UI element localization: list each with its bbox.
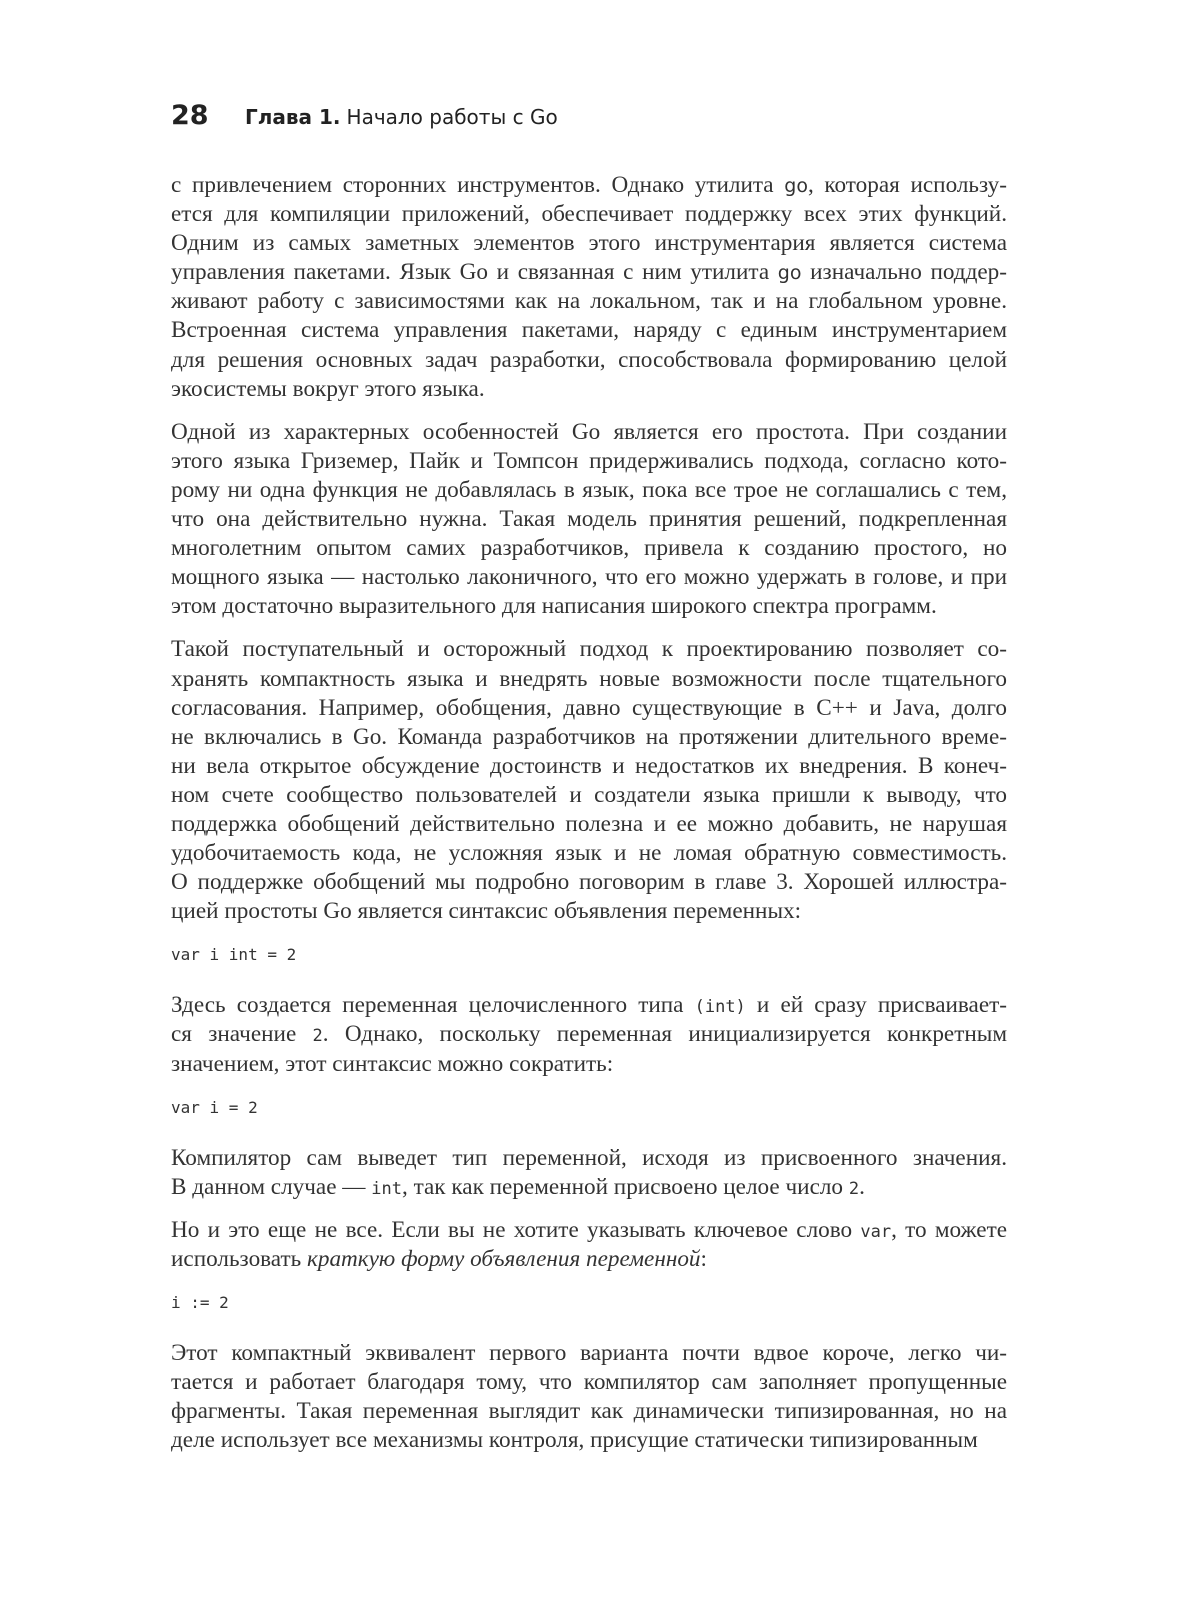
text-line: не включались в Go. Команда разработчиков на протяжении длительного време- bbox=[171, 723, 1007, 750]
paragraph bbox=[171, 635, 1007, 926]
text-line: управления пакетами. Язык Go и связанная с ним утилита go изначально поддер- bbox=[171, 259, 1007, 286]
text-line: значением, этот синтаксис можно сократить: bbox=[171, 1050, 614, 1077]
text-line: ни вела открытое обсуждение достоинств и недостатков их внедрения. В конеч- bbox=[171, 752, 1007, 779]
text-line: согласования. Например, обобщения, давно существующие в C++ и Java, долго bbox=[171, 694, 1007, 721]
page-number: 28 bbox=[171, 100, 209, 131]
paragraph bbox=[171, 991, 1007, 1078]
text-line: деле использует все механизмы контроля, присущие статически типизированным bbox=[171, 1427, 978, 1454]
text-line: для решения основных задач разработки, способствовала формированию целой bbox=[171, 346, 1007, 373]
paragraph bbox=[171, 1216, 1007, 1274]
text-line: этом достаточно выразительного для написания широкого спектра программ. bbox=[171, 593, 937, 620]
inline-code: go bbox=[784, 175, 808, 197]
paragraph bbox=[171, 418, 1007, 622]
paragraph bbox=[171, 1144, 1007, 1202]
inline-code: 2 bbox=[848, 1178, 860, 1199]
text-line: использовать краткую форму объявления переменной: bbox=[171, 1245, 707, 1272]
text-line: этого языка Гриземер, Пайк и Томпсон придерживались подхода, согласно кото- bbox=[171, 447, 1007, 474]
body-text bbox=[171, 171, 1007, 1469]
text-line: ся значение 2. Однако, поскольку переменная инициализируется конкретным bbox=[171, 1021, 1007, 1048]
chapter-title: Начало работы с Go bbox=[346, 105, 558, 129]
text-line: мощного языка — настолько лаконичного, что его можно удержать в голове, и при bbox=[171, 564, 1007, 591]
paragraph bbox=[171, 171, 1007, 404]
text-line: фрагменты. Такая переменная выглядит как динамически типизированная, но на bbox=[171, 1398, 1007, 1425]
text-line: с привлечением сторонних инструментов. Однако утилита go, которая использу- bbox=[171, 172, 1007, 198]
running-head bbox=[171, 100, 558, 140]
text-line: Такой поступательный и осторожный подход к проектированию позволяет со- bbox=[171, 636, 1007, 663]
text-line: Встроенная система управления пакетами, наряду с единым инструментарием bbox=[171, 317, 1007, 344]
inline-code: 2 bbox=[312, 1026, 323, 1047]
text-line: В данном случае — int, так как переменной присвоено целое число 2. bbox=[171, 1173, 865, 1200]
text-line: О поддержке обобщений мы подробно поговорим в главе 3. Хорошей иллюстра- bbox=[171, 869, 1007, 896]
text-line: удобочитаемость кода, не усложняя язык и не ломая обратную совместимость. bbox=[171, 840, 1007, 867]
text-line: Здесь создается переменная целочисленного типа (int) и ей сразу присваивает- bbox=[171, 992, 1007, 1019]
paragraph bbox=[171, 1339, 1007, 1455]
text-line: Но и это еще не все. Если вы не хотите указывать ключевое слово var, то можете bbox=[171, 1216, 1007, 1243]
text-line: живают работу с зависимостями как на локальном, так и на глобальном уровне. bbox=[171, 288, 1007, 315]
text-line: Компилятор сам выведет тип переменной, исходя из присвоенного значения. bbox=[171, 1144, 1007, 1171]
text-line: многолетним опытом самих разработчиков, привела к созданию простого, но bbox=[171, 535, 1007, 562]
text-line: поддержка обобщений действительно полезна и ее можно добавить, не нарушая bbox=[171, 810, 1007, 837]
text-line: что она действительно нужна. Такая модель принятия решений, подкрепленная bbox=[171, 506, 1007, 533]
text-line: Этот компактный эквивалент первого варианта почти вдвое короче, легко чи- bbox=[171, 1340, 1007, 1366]
text-line: ется для компиляции приложений, обеспечивает поддержку всех этих функций. bbox=[171, 201, 1007, 228]
text-line: хранять компактность языка и внедрять новые возможности после тщательного bbox=[171, 665, 1007, 692]
inline-code: go bbox=[777, 262, 802, 285]
inline-code: (int) bbox=[694, 997, 746, 1018]
text-line: тается и работает благодаря тому, что компилятор сам заполняет пропущенные bbox=[171, 1369, 1007, 1396]
code-block: var i int = 2 bbox=[171, 945, 297, 965]
inline-code: var bbox=[860, 1221, 892, 1242]
text-line: Одной из характерных особенностей Go является его простота. При создании bbox=[171, 418, 1007, 445]
text-line: Одним из самых заметных элементов этого инструментария является система bbox=[171, 230, 1007, 257]
code-block: var i = 2 bbox=[171, 1097, 258, 1117]
text-line: экосистемы вокруг этого языка. bbox=[171, 375, 485, 402]
inline-code: int bbox=[371, 1178, 402, 1199]
text-line: цией простоты Go является синтаксис объявления переменных: bbox=[171, 898, 802, 925]
code-block: i := 2 bbox=[171, 1293, 229, 1312]
chapter-label: Глава 1. bbox=[245, 105, 341, 129]
text-line: рому ни одна функция не добавлялась в язык, пока все трое не соглашались с тем, bbox=[171, 476, 1007, 503]
emphasis: краткую форму объявления переменной bbox=[307, 1245, 701, 1272]
text-line: ном счете сообщество пользователей и создатели языка пришли к выводу, что bbox=[171, 781, 1007, 808]
